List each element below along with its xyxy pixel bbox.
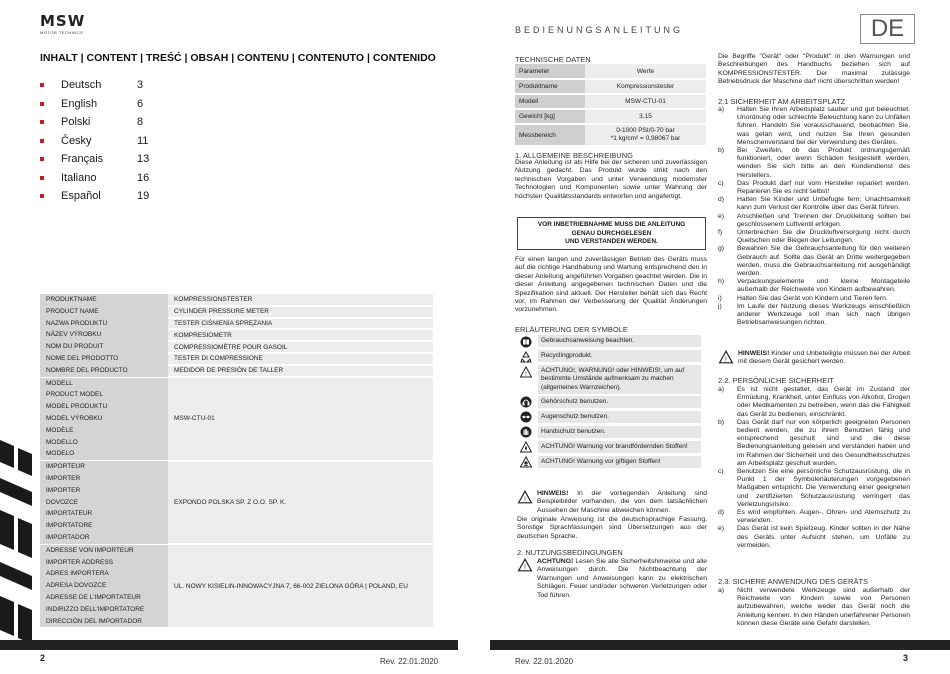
section-title: 2.1 SICHERHEIT AM ARBEITSPLATZ	[718, 97, 846, 106]
list-marker: i)	[718, 294, 722, 302]
list-marker: f)	[718, 229, 723, 237]
list-text: Verpackungselemente und kleine Montageteile außerhalb der Reichweite von Kindern aufbewahren.	[737, 278, 910, 294]
svg-text:!: !	[524, 371, 527, 378]
table-label: NOM DU PRODUIT	[40, 341, 168, 353]
list-text: Nicht verwendete Werkzeuge sind außerhalb der Reichweite von Kindern sowie von Personen aufzubewahren, welche weder das Gerät noch die Anleitung kennen. In den Händen unerfahrener Personen können diese Geräte eine Gefahr darstellen.	[737, 587, 910, 627]
list-item	[718, 303, 910, 328]
table-label: NOME DEL PRODOTTO	[40, 353, 168, 365]
toc-page: 19	[137, 190, 150, 203]
list-marker: a)	[718, 106, 725, 113]
svg-text:!: !	[524, 496, 526, 504]
table-row	[40, 377, 433, 389]
list-text: Es ist nicht gestattet, das Gerät im Zustand der Ermüdung, Krankheit, unter Einfluss von Alkohol, Drogen oder Medikamenten zu betreiben, wenn das die Fähigkeit das Gerät zu bedienen, einschränkt.	[737, 386, 910, 418]
bullet-icon	[40, 176, 44, 180]
table-head: Werte	[585, 64, 706, 79]
list-text: Bewahren Sie die Gebrauchsanleitung für den weiteren Gebrauch auf. Sollte das Gerät an Dritte weitergegeben werden, muss die Gebrauchsanleitung mit ausgehändigt werden.	[737, 245, 910, 278]
warning-triangle-icon	[517, 490, 537, 515]
symbol-row	[517, 350, 707, 363]
table-value: TESTER DI COMPRESSIONE	[168, 353, 433, 365]
hint-body: Kinder und Unbeteiligte müssen bei der Arbeit mit diesem Gerät gesichert werden.	[738, 350, 910, 366]
list-text: Unterbrechen Sie die Druckluftversorgung nicht durch Quetschen oder Biegen der Leitungen.	[737, 229, 910, 245]
list-text: Das Gerät darf nur von körperlich geeigneten Personen bedient werden, die zu ihrem Benutzen fähig und entsprechend geschult sind und die diese Bedienungsanleitung gelesen und verstanden haben und im Rahmen der Sicherheit und des Gesundheitsschutzes am Arbeitsplatz geschult wurden.	[737, 418, 910, 467]
symbol-row	[517, 411, 707, 424]
list-item	[718, 386, 910, 419]
symbol-text: Handschutz benutzen.	[538, 426, 701, 438]
toc-page: 11	[137, 134, 149, 147]
list-item	[718, 106, 910, 147]
table-cell: Produktname	[515, 79, 585, 94]
usage-safety-list	[718, 587, 910, 628]
table-row	[40, 353, 433, 365]
table-label: PRODUCT NAME	[40, 306, 168, 318]
table-row	[515, 79, 706, 94]
revision-left: Rev. 22.01.2020	[380, 657, 439, 666]
toc-title: INHALT | CONTENT | TREŚĆ | OBSAH | CONTENU | CONTENUTO | CONTENIDO	[40, 52, 436, 64]
table-value: KOMPRESIOMETR	[168, 329, 433, 341]
list-marker: e)	[718, 525, 725, 533]
note-label: HINWEIS!	[537, 490, 569, 497]
section-title: ERLÄUTERUNG DER SYMBOLE	[515, 325, 628, 334]
list-item	[718, 147, 910, 180]
table-value: MSW-CTU-01	[168, 377, 433, 461]
table-label: IMPORTADOR	[40, 532, 168, 544]
table-label: IMPORTATEUR	[40, 508, 168, 520]
usage-warning	[517, 558, 707, 600]
safety-list	[718, 106, 910, 327]
table-row	[515, 64, 706, 79]
table-value: MEDIDOR DE PRESIÓN DE TALLER	[168, 365, 433, 377]
page-number-left: 2	[40, 653, 46, 663]
table-cell: Gewicht [kg]	[515, 109, 585, 124]
table-cell: 3,15	[585, 109, 706, 124]
toc-item[interactable]	[40, 187, 149, 206]
table-row	[515, 124, 706, 146]
table-label: MODELO	[40, 448, 168, 460]
eye-protection-icon	[517, 411, 534, 424]
table-label: ADRESSE VON IMPORTEUR	[40, 544, 168, 556]
table-head: Parameter	[515, 64, 585, 79]
bullet-icon	[40, 194, 44, 198]
toxic-warning-icon	[517, 456, 534, 469]
table-label: MODÈLE	[40, 425, 168, 437]
note-text	[537, 490, 707, 515]
hint-text	[738, 350, 910, 369]
note-block	[517, 490, 707, 515]
hint-block	[718, 350, 910, 369]
table-row	[515, 94, 706, 109]
paragraph: Die originale Anweisung ist die deutschsprachige Fassung. Sonstige Sprachfassungen sind Übersetzungen aus der deutschen Sprache.	[517, 516, 707, 540]
table-label: NOMBRE DEL PRODUCTO	[40, 365, 168, 377]
list-marker: j)	[718, 302, 722, 310]
table-cell: MSW-CTU-01	[585, 94, 706, 109]
list-text: Halten Sie das Gerät von Kindern und Tieren fern.	[737, 294, 888, 302]
list-marker: d)	[718, 196, 725, 204]
list-item	[718, 295, 910, 303]
table-label: PRODUCT MODEL	[40, 389, 168, 401]
symbol-list	[517, 335, 707, 471]
list-text: Es wird empfohlen, Augen-, Ohren- und Atemschutz zu verwenden.	[737, 509, 910, 525]
toc-item[interactable]	[40, 132, 149, 151]
table-label: IMPORTEUR	[40, 461, 168, 473]
usage-text	[537, 558, 707, 600]
warning-triangle-icon	[517, 365, 534, 378]
toc-item[interactable]	[40, 95, 149, 114]
symbol-text: Recyclingprodukt.	[538, 350, 701, 362]
list-marker: c)	[718, 179, 724, 187]
list-item	[718, 509, 910, 525]
usage-body: Lesen Sie alle Sicherheitshinweise und alle Anweisungen durch. Die Nichtbeachtung der Warnungen und Anweisungen kann zu elektrischen Schlägen, Feuer und/oder schweren Verletzungen oder Tod führen.	[537, 558, 707, 599]
table-label: DOVOZCE	[40, 497, 168, 509]
list-item	[718, 180, 910, 196]
symbol-row	[517, 441, 707, 454]
toc-language: Español	[61, 190, 101, 203]
list-marker: e)	[718, 212, 725, 220]
table-row	[40, 365, 433, 377]
table-value: CYLINDER PRESSURE METER	[168, 306, 433, 318]
list-item	[718, 229, 910, 245]
list-item	[718, 468, 910, 509]
toc-language: English	[61, 97, 98, 110]
table-row	[40, 544, 433, 556]
toc-language: Česky	[61, 134, 92, 147]
table-label: ADRESSE DE L'IMPORTATEUR	[40, 592, 168, 604]
table-value: COMPRESSIOMÈTRE POUR GASOIL	[168, 341, 433, 353]
table-cell	[585, 124, 706, 146]
toc-language: Italiano	[61, 171, 97, 184]
bullet-icon	[40, 157, 44, 161]
range-conversion: *1 kg/cm² = 0,98067 bar	[610, 135, 681, 142]
table-label: MODELLO	[40, 437, 168, 449]
list-item	[718, 213, 910, 229]
table-cell: Modell	[515, 94, 585, 109]
toc-language: Français	[61, 153, 104, 166]
table-label: INDIRIZZO DELL'IMPORTATORE	[40, 604, 168, 616]
recycling-icon	[517, 350, 534, 363]
list-marker: a)	[718, 386, 725, 393]
list-marker: b)	[718, 418, 725, 426]
section-title: 2.2. PERSÖNLICHE SICHERHEIT	[718, 376, 834, 385]
list-item	[718, 278, 910, 294]
table-label: DIRECCIÓN DEL IMPORTADOR	[40, 616, 168, 628]
toc-page: 3	[137, 79, 144, 92]
symbol-row	[517, 335, 707, 348]
warning-box	[517, 217, 706, 250]
hint-label: HINWEIS!	[738, 350, 770, 357]
symbol-text: Gebrauchsanweisung beachten.	[538, 335, 701, 347]
warning-triangle-icon	[517, 558, 537, 600]
list-marker: c)	[718, 468, 724, 476]
warning-line: VOR INBETRIEBNAHME MUSS DIE ANLEITUNG	[537, 221, 686, 228]
table-label: IMPORTATORE	[40, 520, 168, 532]
list-text: Anschließen und Trennen der Druckleitung sollten bei geschlossenem Luftventil erfolgen.	[737, 212, 910, 228]
list-item	[718, 196, 910, 212]
table-row	[40, 306, 433, 318]
symbol-row	[517, 365, 707, 394]
table-label: ADRES IMPORTERA	[40, 568, 168, 580]
symbol-text: ACHTUNG! Warnung vor giftigen Stoffen!	[538, 456, 701, 468]
warning-line: GENAU DURCHGELESEN	[571, 229, 652, 237]
table-row	[40, 318, 433, 330]
table-label: MODEL PRODUKTU	[40, 401, 168, 413]
warning-triangle-icon	[718, 350, 738, 369]
table-label: ADRESA DOVOZCE	[40, 580, 168, 592]
table-label: IMPORTER ADDRESS	[40, 557, 168, 569]
table-label: IMPORTER	[40, 473, 168, 485]
document-title: BEDIENUNGSANLEITUNG	[515, 25, 684, 35]
table-value: EXPONDO POLSKA SP. Z O.O. SP. K.	[168, 461, 433, 545]
toc-page: 6	[137, 97, 144, 110]
bullet-icon	[40, 139, 44, 143]
list-text: Halten Sie Kinder und Unbefugte fern; Unachtsamkeit kann zum Verlust der Kontrolle über das Gerät führen.	[737, 196, 910, 212]
list-item	[718, 419, 910, 468]
usage-label: ACHTUNG!	[537, 558, 574, 565]
product-info-table	[40, 294, 433, 629]
logo-subtitle: MOTOR TECHNICS	[40, 30, 84, 35]
brand-logo	[40, 14, 104, 35]
ear-protection-icon	[517, 396, 534, 409]
table-row	[40, 294, 433, 306]
list-text: Das Gerät ist kein Spielzeug. Kinder sollten in der Nähe des Geräts unter Aufsicht stehen, um Unfälle zu vermeiden.	[737, 525, 910, 549]
tech-data-table	[515, 64, 706, 147]
bullet-icon	[40, 120, 44, 124]
svg-text:!: !	[524, 564, 526, 572]
symbol-text: ACHTUNG! Warnung vor brandfördernden Stoffen!	[538, 441, 701, 453]
toc-language: Polski	[61, 116, 91, 129]
toc-item[interactable]	[40, 113, 149, 132]
table-label: MODEL VÝROBKU	[40, 413, 168, 425]
footer-bar	[490, 640, 950, 650]
read-manual-icon	[517, 335, 534, 348]
symbol-text: ACHTUNG!, WARNUNG! oder HINWEIS!, um auf bestimmte Umstände aufmerksam zu machen (allgemeines Warnzeichen).	[538, 365, 701, 394]
gloves-icon	[517, 426, 534, 439]
paragraph: Diese Anleitung ist als Hilfe bei der sicheren und zuverlässigen Nutzung gedacht. Das Produkt wurde strikt nach den technischen Vorgaben und unter Verwendung modernster Technologien und Komponenten sowie unter Wahrung der höchsten Qualitätsstandards entworfen und angefertigt.	[515, 159, 707, 200]
footer-bar	[0, 640, 458, 650]
table-row	[515, 109, 706, 124]
range-value: 0-1000 PSI/0-70 bar	[616, 127, 675, 134]
toc-item[interactable]	[40, 150, 149, 169]
paragraph: Für einen langen und zuverlässigen Betrieb des Geräts muss auf die richtige Handhabung und Wartung entsprechend den in dieser Anleitung angeführten Vorgaben geachtet werden. Die in dieser Anleitung angegebenen technischen Daten und die Spezifikation sind aktuell. Der Hersteller behält sich das Recht vor, im Rahmen der Verbesserung der Qualität Änderungen vorzunehmen.	[515, 256, 707, 314]
table-row	[40, 329, 433, 341]
list-text: Halten Sie Ihren Arbeitsplatz sauber und gut beleuchtet. Unordnung oder schlechte Beleuchtung kann zu Unfällen führen. Handeln Sie vorausschauend, beobachten Sie, was getan wird, und nutzen Sie Ihren gesunden Menschenverstand bei der Verwendung des Gerätes.	[737, 106, 910, 146]
tech-data-title: TECHNISCHE DATEN	[515, 55, 591, 64]
toc-item[interactable]	[40, 76, 149, 95]
personal-safety-list	[718, 386, 910, 550]
table-label: NÁZEV VÝROBKU	[40, 329, 168, 341]
table-label: NAZWA PRODUKTU	[40, 318, 168, 330]
list-item	[718, 525, 910, 550]
logo-text: MSW	[40, 12, 86, 30]
toc-list	[40, 76, 149, 206]
toc-page: 8	[137, 116, 144, 129]
toc-page: 13	[137, 153, 150, 166]
list-text: Benutzen Sie eine persönliche Schutzausrüstung, die in Punkt 1 der Symbolerläuterungen vorgegebenen Maßgaben entspricht. Die Verwendung einer geeigneten und zertifizierten Schutzausrüstung verringert das Verletzungsrisiko.	[737, 468, 910, 508]
brand-stripes-graphic	[0, 440, 32, 655]
symbol-text: Augenschutz benutzen.	[538, 411, 701, 423]
intro-paragraph: Die Begriffe "Gerät" oder "Produkt" in den Warnungen und Beschreibungen des Handbuchs beziehen sich auf KOMPRESSIONSTESTER. Der maximal zulässige Betriebsdruck der Maschine darf nicht überschritten werden!	[718, 53, 910, 86]
note-body: In der vorliegenden Anleitung sind Beispielbilder vorhanden, die von dem tatsächlichen Aussehen der Maschine abweichen können.	[537, 490, 707, 514]
warning-line: UND VERSTANDEN WERDEN.	[565, 238, 658, 245]
table-value: KOMPRESSIONSTESTER	[168, 294, 433, 306]
list-marker: g)	[718, 245, 725, 253]
list-marker: d)	[718, 509, 725, 517]
symbol-row	[517, 396, 707, 409]
section-title: 1. ALLGEMEINE BESCHREIBUNG	[515, 151, 633, 160]
list-text: Das Produkt darf nur vom Hersteller repariert werden. Reparieren Sie es nicht selbst!	[737, 179, 910, 196]
table-label: IMPORTER	[40, 485, 168, 497]
list-text: Im Laufe der Nutzung dieses Werkzeugs einschließlich anderer Werkzeuge soll man sich nach übrigen Betriebsanweisungen richten.	[737, 302, 910, 327]
fire-warning-icon	[517, 441, 534, 454]
toc-page: 16	[137, 171, 150, 184]
toc-language: Deutsch	[61, 79, 102, 92]
svg-text:!: !	[725, 356, 727, 364]
table-label: PRODUKTNAME	[40, 294, 168, 306]
symbol-row	[517, 456, 707, 469]
table-row	[40, 341, 433, 353]
list-text: Bei Zweifeln, ob das Produkt ordnungsgemäß funktioniert, oder wenn Schäden festgestellt werden, wenden Sie sich bitte an den Kundendienst des Herstellers.	[737, 147, 910, 179]
toc-item[interactable]	[40, 169, 149, 188]
revision-right: Rev. 22.01.2020	[515, 657, 574, 666]
table-cell: Messbereich	[515, 124, 585, 146]
bullet-icon	[40, 102, 44, 106]
symbol-text: Gehörschutz benutzen.	[538, 396, 701, 408]
page-number-right: 3	[903, 653, 909, 663]
section-title: 2.3. SICHERE ANWENDUNG DES GERÄTS	[718, 577, 869, 586]
table-label: MODELL	[40, 377, 168, 389]
list-marker: h)	[718, 278, 725, 286]
symbol-row	[517, 426, 707, 439]
list-item	[718, 587, 910, 628]
table-value: TESTER CIŚNIENIA SPRĘŻANIA	[168, 318, 433, 330]
bullet-icon	[40, 83, 44, 87]
table-value: UL. NOWY KISIELIN-INNOWACYJNA 7, 66-002 ZIELONA GÓRA | POLAND, EU	[168, 544, 433, 628]
table-cell: Kompressionstester	[585, 79, 706, 94]
list-marker: b)	[718, 147, 725, 155]
list-marker: a)	[718, 587, 725, 594]
table-row	[40, 461, 433, 473]
section-title: 2. NUTZUNGSBEDINGUNGEN	[517, 548, 623, 557]
list-item	[718, 245, 910, 278]
language-code: DE	[860, 14, 915, 44]
